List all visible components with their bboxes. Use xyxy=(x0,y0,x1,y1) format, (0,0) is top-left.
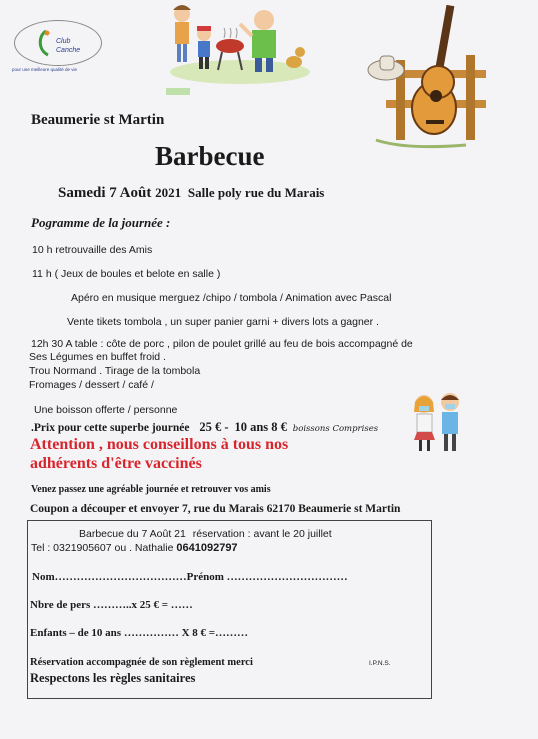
program-line-fromages: Fromages / dessert / café / xyxy=(29,379,154,391)
attention-line-2: adhérents d'être vaccinés xyxy=(30,455,202,472)
event-year: 2021 xyxy=(155,185,182,200)
form-persons-field[interactable]: Nbre de pers ………..x 25 € = …… xyxy=(30,599,193,611)
form-title-num: 21 xyxy=(174,528,186,540)
guitar-fence-illustration xyxy=(356,0,486,155)
logo-text-club: Club xyxy=(56,38,71,45)
event-date-text: Samedi 7 Août xyxy=(58,185,152,201)
event-date xyxy=(58,185,324,202)
form-phone-label: Tel : 0321905607 ou . Nathalie xyxy=(31,542,174,554)
ipns-label: I.P.N.S. xyxy=(369,660,391,667)
drinks-included-note: boissons Comprises xyxy=(292,424,379,434)
event-venue: Salle poly rue du Marais xyxy=(187,185,325,200)
program-line-10h: 10 h retrouvaille des Amis xyxy=(32,244,153,256)
form-title-text: Barbecue du 7 Août xyxy=(79,528,172,540)
attention-line-1: Attention , nous conseillons à tous nos xyxy=(30,436,289,453)
price-adult: 25 € - xyxy=(199,420,229,434)
barbecue-family-illustration xyxy=(160,0,320,100)
program-heading: Pogramme de la journée : xyxy=(31,215,171,230)
program-line-trou-normand: Trou Normand . Tirage de la tombola xyxy=(29,365,201,377)
coupon-address: Coupon a découper et envoyer 7, rue du Marais 62170 Beaumerie st Martin xyxy=(30,503,401,515)
form-name-field[interactable]: Nom………………………………Prénom …………………………… xyxy=(32,571,348,583)
program-line-meal: 12h 30 A table : côte de porc , pilon de poulet grillé au feu de bois accompagné de xyxy=(31,338,413,350)
form-deadline: réservation : avant le 20 juillet xyxy=(192,528,332,540)
location-heading: Beaumerie st Martin xyxy=(31,112,165,128)
logo-tagline: pour une meilleure qualité de vie xyxy=(12,67,78,72)
price-line xyxy=(31,420,378,435)
invite-text: Venez passez une agréable journée et retrouver vos amis xyxy=(31,484,271,495)
program-line-legumes: Ses Légumes en buffet froid . xyxy=(29,351,166,363)
program-line-apero: Apéro en musique merguez /chipo / tombola / Animation avec Pascal xyxy=(71,292,392,304)
program-line-boisson: Une boisson offerte / personne xyxy=(34,404,178,416)
form-children-field[interactable]: Enfants – de 10 ans …………… X 8 € =……… xyxy=(30,627,249,639)
masked-children-illustration xyxy=(404,388,474,454)
price-prefix: .Prix pour cette superbe journée xyxy=(31,422,190,434)
form-phone xyxy=(31,542,238,554)
program-line-11h: 11 h ( Jeux de boules et belote en salle ) xyxy=(32,268,221,280)
club-logo xyxy=(12,20,104,76)
logo-text-canche: Canche xyxy=(56,47,81,54)
page-title: Barbecue xyxy=(155,141,265,171)
form-title xyxy=(79,528,332,540)
form-reservation-note: Réservation accompagnée de son règlement merci xyxy=(30,657,253,668)
program-line-vente: Vente tikets tombola , un super panier garni + divers lots a gagner . xyxy=(67,316,379,328)
price-child: 10 ans 8 € xyxy=(234,420,287,434)
form-sanitary-note: Respectons les règles sanitaires xyxy=(30,671,196,685)
form-phone-2: 0641092797 xyxy=(176,542,238,554)
logo-figure-icon xyxy=(34,28,58,58)
